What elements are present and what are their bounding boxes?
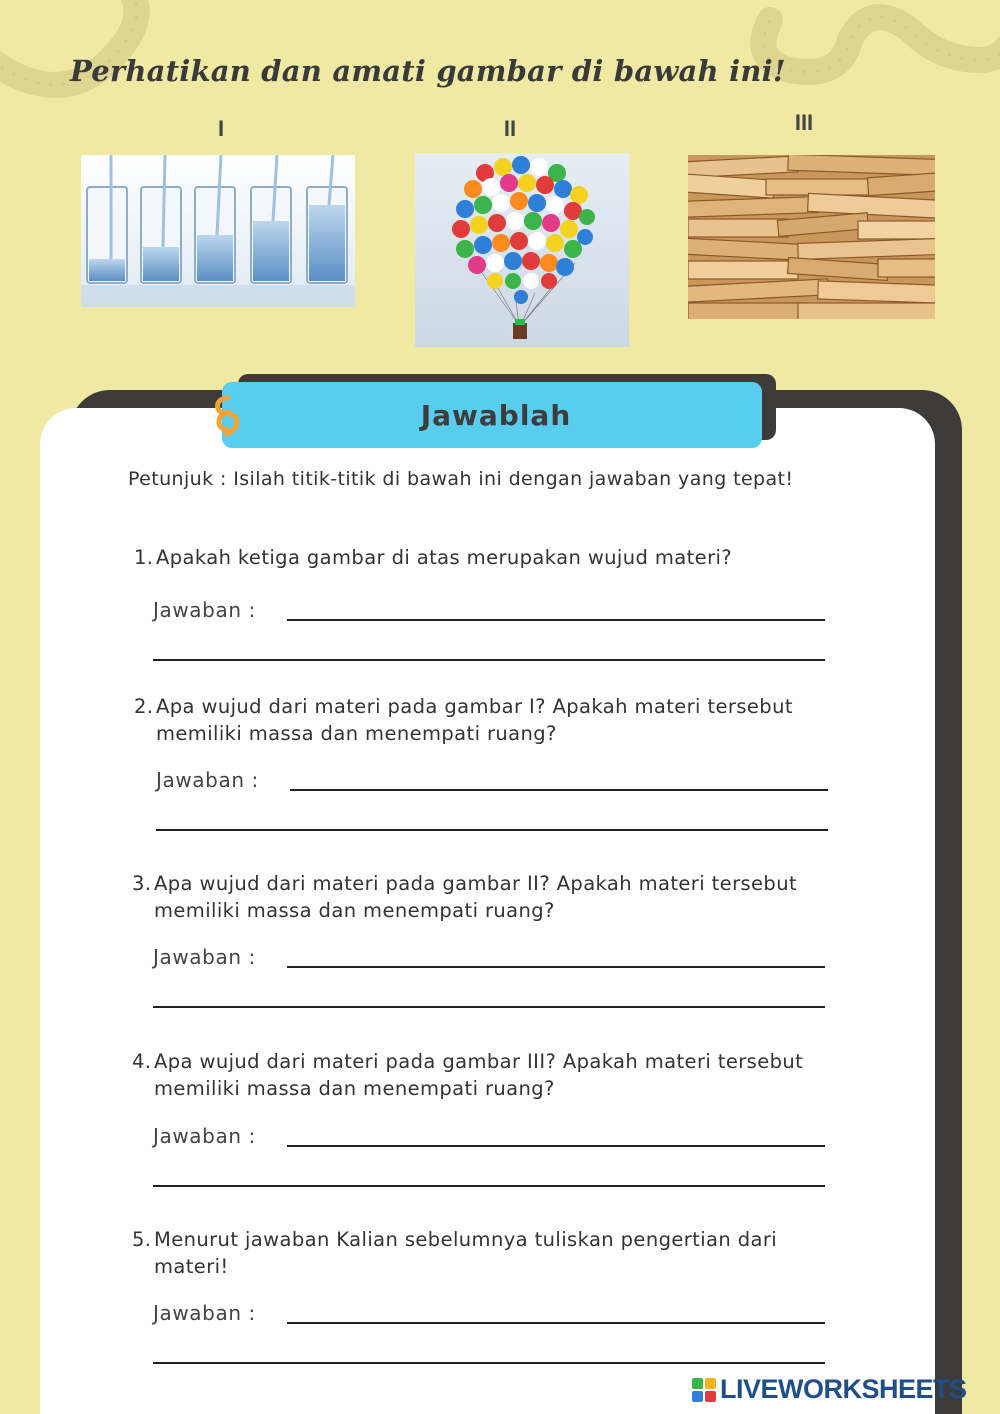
answer-label-5: Jawaban :: [153, 1301, 256, 1325]
wood-planks-image: [688, 155, 935, 319]
answer-label-4: Jawaban :: [153, 1124, 256, 1148]
question-4: [132, 1048, 832, 1102]
answer-label-2: Jawaban :: [156, 768, 259, 792]
picture-label-3: III: [794, 110, 814, 135]
answer-line-4a[interactable]: [287, 1145, 825, 1147]
page-title: Perhatikan dan amati gambar di bawah ini!: [70, 54, 786, 88]
question-number: 3.: [132, 872, 152, 895]
question-number: 5.: [132, 1228, 152, 1251]
answer-line-5a[interactable]: [287, 1322, 825, 1324]
answer-line-1a[interactable]: [287, 619, 825, 621]
liveworksheets-logo: [692, 1374, 967, 1405]
question-5: [132, 1226, 832, 1280]
instruction-text: Petunjuk : Isilah titik-titik di bawah ini dengan jawaban yang tepat!: [128, 468, 794, 490]
liveworksheets-brand: LIVEWORKSHEETS: [720, 1374, 967, 1404]
question-text: Apakah ketiga gambar di atas merupakan wujud materi?: [156, 546, 733, 569]
question-number: 1.: [134, 546, 154, 569]
answer-line-2b[interactable]: [156, 829, 828, 831]
balloons-image: [415, 153, 629, 347]
answer-line-5b[interactable]: [153, 1362, 825, 1364]
question-2: [134, 693, 834, 747]
liveworksheets-logo-icon: [692, 1378, 716, 1402]
picture-label-2: II: [503, 116, 517, 141]
question-number: 2.: [134, 695, 154, 718]
card-tab: [222, 382, 762, 448]
question-text: Apa wujud dari materi pada gambar II? Apakah materi tersebut memiliki massa dan menempati ruang?: [154, 872, 798, 922]
answer-line-3b[interactable]: [153, 1006, 825, 1008]
binder-ring-icon: [210, 394, 242, 440]
question-number: 4.: [132, 1050, 152, 1073]
answer-line-1b[interactable]: [153, 659, 825, 661]
answer-label-3: Jawaban :: [153, 945, 256, 969]
question-text: Apa wujud dari materi pada gambar III? Apakah materi tersebut memiliki massa dan menempati ruang?: [154, 1050, 804, 1100]
answer-line-2a[interactable]: [290, 789, 828, 791]
card-tab-title: Jawablah: [420, 398, 572, 432]
answer-line-3a[interactable]: [287, 966, 825, 968]
picture-label-1: I: [217, 116, 225, 141]
question-text: Menurut jawaban Kalian sebelumnya tuliskan pengertian dari materi!: [154, 1228, 778, 1278]
water-glasses-image: [81, 155, 355, 307]
question-1: [134, 544, 834, 571]
answer-line-4b[interactable]: [153, 1185, 825, 1187]
question-text: Apa wujud dari materi pada gambar I? Apakah materi tersebut memiliki massa dan menempati ruang?: [156, 695, 793, 745]
question-3: [132, 870, 832, 924]
answer-label-1: Jawaban :: [153, 598, 256, 622]
